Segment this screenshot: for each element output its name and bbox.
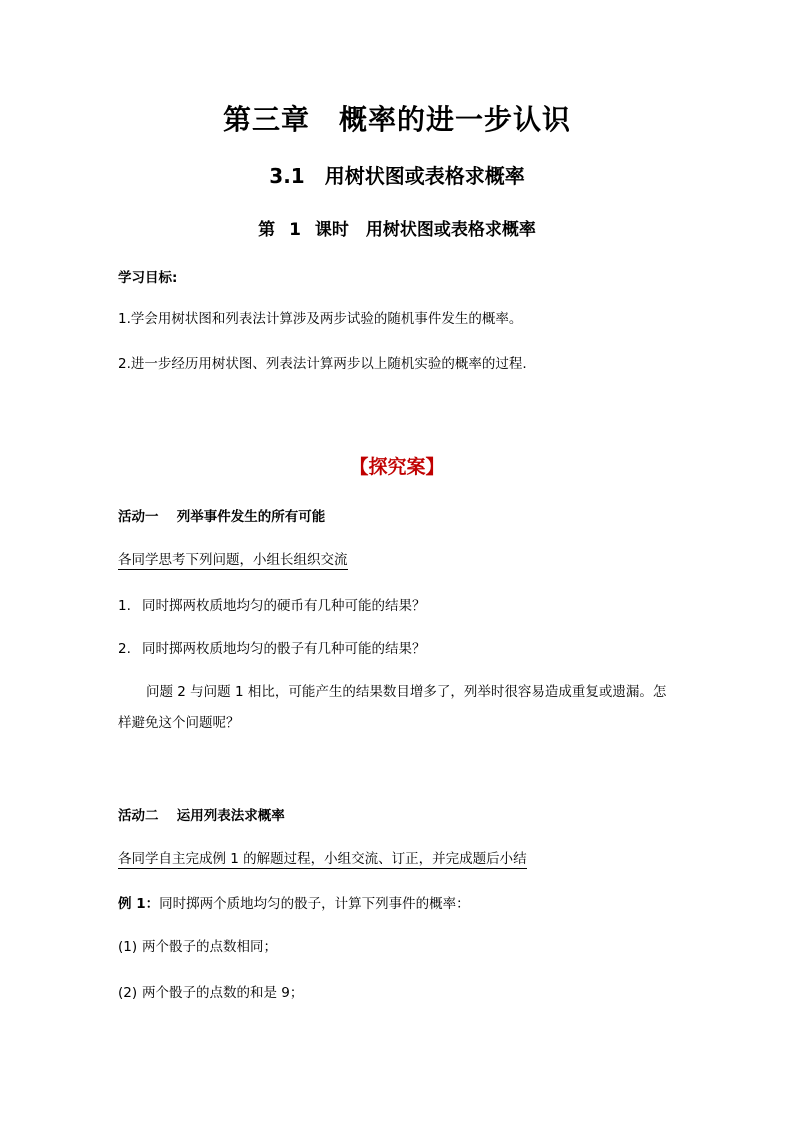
- section-banner: [0, 452, 794, 479]
- question-item: [118, 594, 426, 614]
- item-number: (2): [118, 985, 138, 1001]
- question-item: [118, 637, 426, 657]
- item-text: 两个骰子的点数相同；: [142, 939, 277, 955]
- objectives-heading: 学习目标:: [118, 270, 178, 286]
- chapter-title: 第三章 概率的进一步认识: [222, 103, 571, 136]
- example-1: [118, 892, 470, 912]
- item-number: (1): [118, 939, 138, 955]
- instruction-text: 各同学自主完成例 1 的解题过程，小组交流、订正，并完成题后小结: [118, 851, 527, 867]
- lesson-title: 第 1 课时 用树状图或表格求概率: [258, 220, 536, 240]
- example-text: 同时掷两个质地均匀的骰子，计算下列事件的概率：: [159, 896, 470, 912]
- objective-item: 2.进一步经历用树状图、列表法计算两步以上随机实验的概率的过程.: [118, 356, 527, 372]
- question-number: 1.: [118, 598, 131, 614]
- activity2-title: 活动二 运用列表法求概率: [118, 808, 285, 824]
- example-label: 例 1：: [118, 896, 160, 912]
- example-item: [118, 981, 303, 1001]
- banner-text: 探究案: [368, 456, 426, 478]
- question-text: 同时掷两枚质地均匀的硬币有几种可能的结果？: [142, 598, 426, 614]
- example-item: [118, 935, 277, 955]
- banner-right-bracket: 】: [425, 456, 445, 478]
- banner-left-bracket: 【: [349, 456, 369, 478]
- section-title: 3.1 用树状图或表格求概率: [269, 164, 525, 188]
- activity1-title: 活动一 列举事件发生的所有可能: [118, 509, 326, 525]
- activity1-instruction: [118, 548, 348, 568]
- question-text: 同时掷两枚质地均匀的骰子有几种可能的结果？: [142, 641, 426, 657]
- question-number: 2.: [118, 641, 131, 657]
- item-text: 两个骰子的点数的和是 9；: [142, 985, 304, 1001]
- activity2-instruction: [118, 847, 527, 867]
- activity1-paragraph: 问题 2 与问题 1 相比，可能产生的结果数目增多了，列举时很容易造成重复或遗漏。怎样避免这个问题呢？: [118, 684, 667, 731]
- instruction-text: 各同学思考下列问题，小组长组织交流: [118, 552, 348, 568]
- objective-item: 1.学会用树状图和列表法计算涉及两步试验的随机事件发生的概率。: [118, 311, 523, 327]
